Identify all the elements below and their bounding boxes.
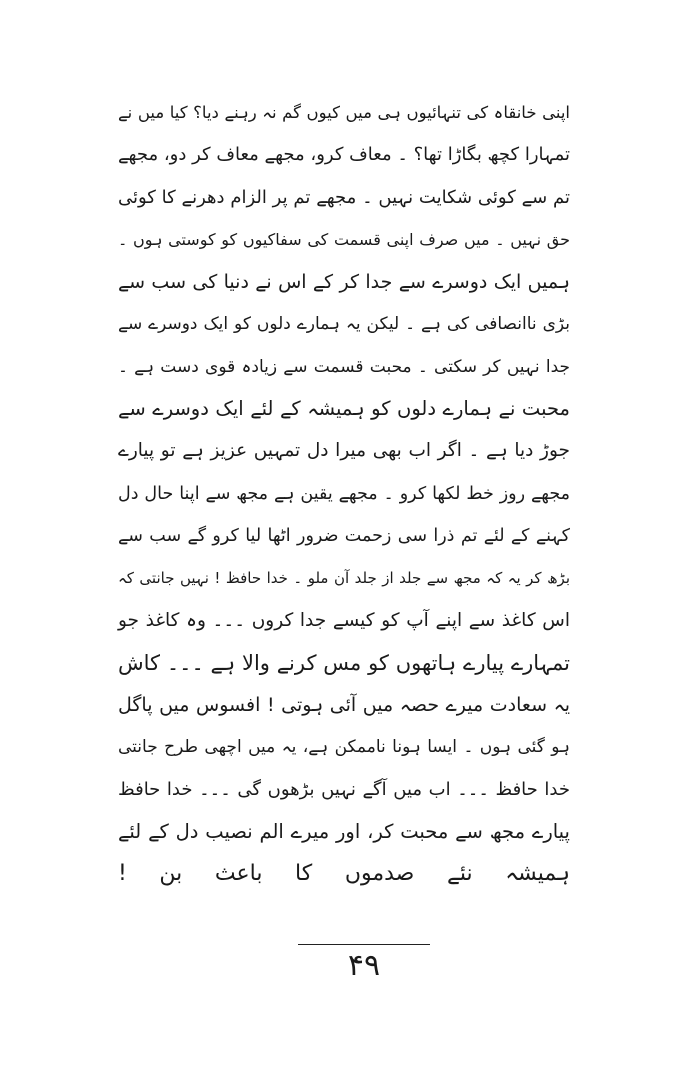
letter-text bbox=[118, 92, 570, 896]
text-line: تمہارے پیارے ہاتھوں کو مس کرنے والا ہے ۔۔۔ کاش bbox=[118, 650, 570, 675]
text-line: محبت نے ہمارے دلوں کو ہمیشہ کے لئے ایک دوسرے سے bbox=[118, 397, 570, 421]
text-line: اپنی خانقاہ کی تنہائیوں ہی میں کیوں گم نہ رہنے دیا؟ کیا میں نے bbox=[118, 103, 570, 122]
text-line: ہو گئی ہوں ۔ ایسا ہونا ناممکن ہے، یہ میں اچھی طرح جانتی bbox=[118, 737, 570, 758]
text-line: کہنے کے لئے تم ذرا سی زحمت ضرور اٹھا لیا کرو گے سب سے bbox=[118, 525, 570, 546]
text-line: یہ سعادت میرے حصہ میں آئی ہوتی ! افسوس میں پاگل bbox=[118, 694, 570, 717]
text-line: بڑھ کر یہ کہ مجھ سے جلد از جلد آن ملو ۔ خدا حافظ ! نہیں جانتی کہ bbox=[118, 569, 570, 588]
text-line: تم سے کوئی شکایت نہیں ۔ مجھے تم پر الزام دھرنے کا کوئی bbox=[118, 186, 570, 208]
text-line: ہمیشہ نئے صدموں کا باعث بن ! bbox=[118, 861, 570, 887]
text-line: خدا حافظ ۔۔۔ اب میں آگے نہیں بڑھوں گی ۔۔۔ خدا حافظ bbox=[118, 778, 570, 800]
text-line: حق نہیں ۔ میں صرف اپنی قسمت کی سفاکیوں کو کوستی ہوں ۔ bbox=[118, 229, 570, 249]
page-number: ۴۹ bbox=[347, 948, 381, 983]
text-line: جدا نہیں کر سکتی ۔ محبت قسمت سے زیادہ قوی دست ہے ۔ bbox=[118, 356, 570, 377]
text-line: تمہارا کچھ بگاڑا تھا؟ ۔ معاف کرو، مجھے معاف کر دو، مجھے bbox=[118, 144, 570, 166]
text-line: اس کاغذ سے اپنے آپ کو کیسے جدا کروں ۔۔۔ وہ کاغذ جو bbox=[118, 609, 570, 631]
text-line: ہمیں ایک دوسرے سے جدا کر کے اس نے دنیا کی سب سے bbox=[118, 271, 570, 294]
text-line: مجھے روز خط لکھا کرو ۔ مجھے یقین ہے مجھ سے اپنا حال دل bbox=[118, 483, 570, 504]
text-line: جوڑ دیا ہے ۔ اگر اب بھی میرا دل تمہیں عزیز ہے تو پیارے bbox=[118, 440, 570, 462]
text-line: بڑی ناانصافی کی ہے ۔ لیکن یہ ہمارے دلوں کو ایک دوسرے سے bbox=[118, 314, 570, 335]
text-line: پیارے مجھ سے محبت کر، اور میرے الم نصیب دل کے لئے bbox=[118, 820, 570, 844]
